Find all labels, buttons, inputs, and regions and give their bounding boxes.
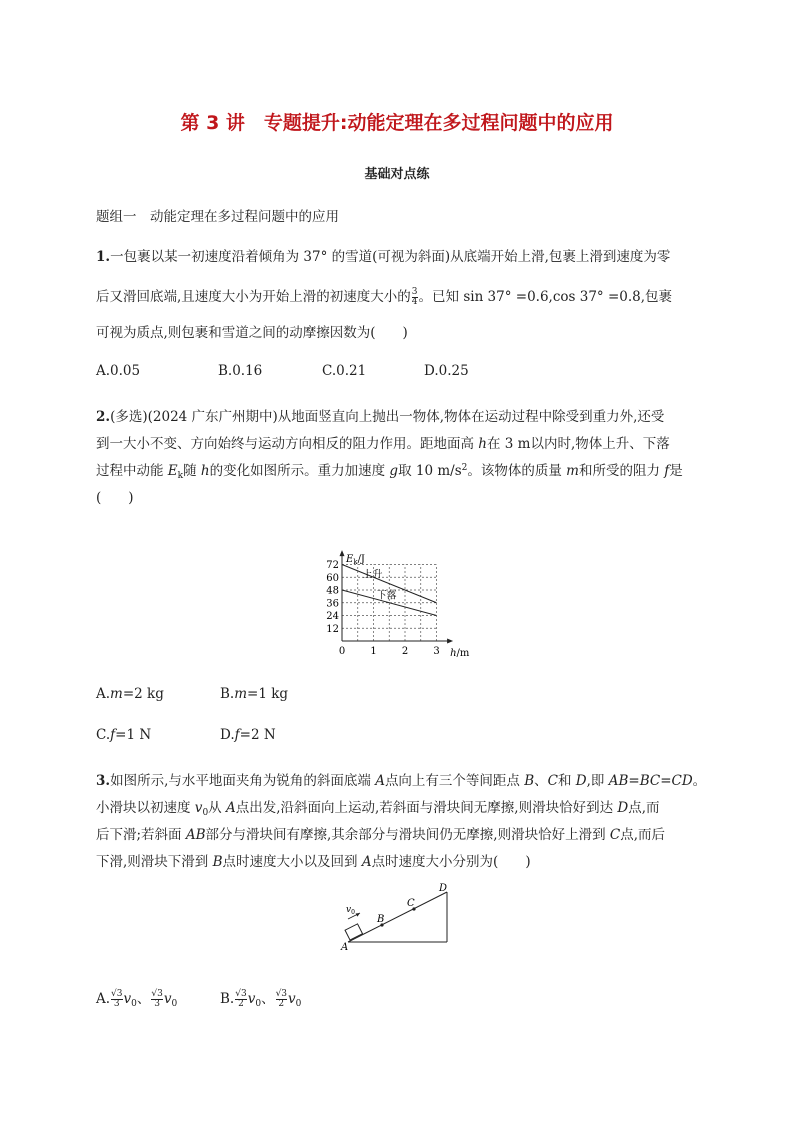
- q3-option-b[interactable]: B. $\frac{√3}{2}$ $v_0$、 $\frac{√3}{2}$ $v_0$: [220, 989, 302, 1009]
- page-title: 第 3 讲 专题提升:动能定理在多过程问题中的应用: [180, 112, 614, 134]
- origin-label: 0: [338, 646, 346, 657]
- label-a: A: [341, 942, 349, 953]
- q3-line3: 后下滑;若斜面 AB部分与滑块间有摩擦,其余部分与滑块间仍无摩擦,则滑块恰好上滑到 C点,而后: [96, 827, 666, 843]
- y-tick-label: 24: [326, 611, 339, 622]
- q3-line2: 小滑块以初速度 $v_0$从 A点出发,沿斜面向上运动,若斜面与滑块间无摩擦,则滑块恰好到达 D点,而: [96, 800, 660, 818]
- x-tick-label: 3: [433, 646, 440, 657]
- q2-option-c[interactable]: C.f=1 N: [96, 727, 152, 743]
- x-tick-label: 2: [401, 646, 409, 657]
- q2-energy-chart: [300, 518, 480, 663]
- x-tick-label: 1: [370, 646, 377, 657]
- q2-line4: ( ): [96, 490, 134, 506]
- q1-line1: 1.一包裹以某一初速度沿着倾角为 37° 的雪道(可视为斜面)从底端开始上滑,包裹上滑到速度为零: [96, 249, 671, 265]
- q3-line4: 下滑,则滑块下滑到 B点时速度大小以及回到 A点时速度大小分别为( ): [96, 854, 531, 870]
- y-tick-label: 60: [326, 572, 339, 584]
- q2-line3: 过程中动能 $E_k$随 h的变化如图所示。重力加速度 g取 10 $m/s^2$。该物体的质量 m和所受的阻力 f是: [96, 463, 683, 481]
- v0-label: $v_0$: [346, 905, 355, 916]
- series-label-1: 上升: [362, 569, 383, 581]
- q2-option-b[interactable]: B.m=1 kg: [220, 686, 289, 702]
- q1-option-d[interactable]: D.0.25: [424, 363, 469, 379]
- q2-option-a[interactable]: A.m=2 kg: [96, 686, 164, 702]
- q2-line2: 到一大小不变、方向始终与运动方向相反的阻力作用。距地面高 h在 3 m以内时,物体上升、下落: [96, 436, 670, 452]
- q2-number: 2.: [96, 409, 111, 425]
- q2-line1: 2.(多选)(2024 广东广州期中)从地面竖直向上抛出一物体,物体在运动过程中除受到重力外,还受: [96, 409, 665, 425]
- y-tick-label: 12: [326, 623, 339, 635]
- incline-slope: [348, 892, 447, 942]
- y-tick-label: 72: [326, 560, 339, 571]
- q1-number: 1.: [96, 249, 111, 265]
- q3-number: 3.: [96, 773, 111, 789]
- label-c: C: [407, 898, 415, 909]
- q3-line1: 3.如图所示,与水平地面夹角为锐角的斜面底端 A点向上有三个等间距点 B、C和 D,即 AB=BC=CD。: [96, 773, 707, 789]
- x-axis-label: h/m: [450, 648, 470, 659]
- y-tick-label: 36: [326, 598, 339, 610]
- label-b: B: [377, 914, 385, 925]
- series-label-2: 下落: [376, 590, 397, 602]
- x-axis-arrowhead: [447, 639, 453, 644]
- chart-labels: [326, 554, 470, 659]
- q1-line3: 可视为质点,则包裹和雪道之间的动摩擦因数为( ): [96, 325, 408, 341]
- q1-option-a[interactable]: A.0.05: [96, 363, 141, 379]
- y-axis-label: $E_k/J$: [346, 554, 365, 567]
- y-axis-arrowhead: [340, 550, 345, 556]
- group-heading: 题组一 动能定理在多过程问题中的应用: [96, 209, 339, 225]
- q1-option-c[interactable]: C.0.21: [322, 363, 367, 379]
- q2-option-d[interactable]: D.f=2 N: [220, 727, 276, 743]
- slider-block: [345, 924, 362, 940]
- q3-incline-figure: [340, 882, 460, 954]
- label-d: D: [439, 883, 448, 894]
- q1-fraction: $\frac{3}{4}$: [411, 287, 418, 307]
- q3-option-a[interactable]: A. $\frac{√3}{3}$ $v_0$、 $\frac{√3}{3}$ $v_0$: [96, 989, 178, 1009]
- y-tick-label: 48: [326, 585, 339, 597]
- section-heading: 基础对点练: [364, 167, 430, 182]
- q1-option-b[interactable]: B.0.16: [218, 363, 263, 379]
- q1-line2: 后又滑回底端,且速度大小为开始上滑的初速度大小的 $\frac{3}{4}$ 。已知 sin 37° =0.6,cos 37° =0.8,包裹: [96, 287, 673, 307]
